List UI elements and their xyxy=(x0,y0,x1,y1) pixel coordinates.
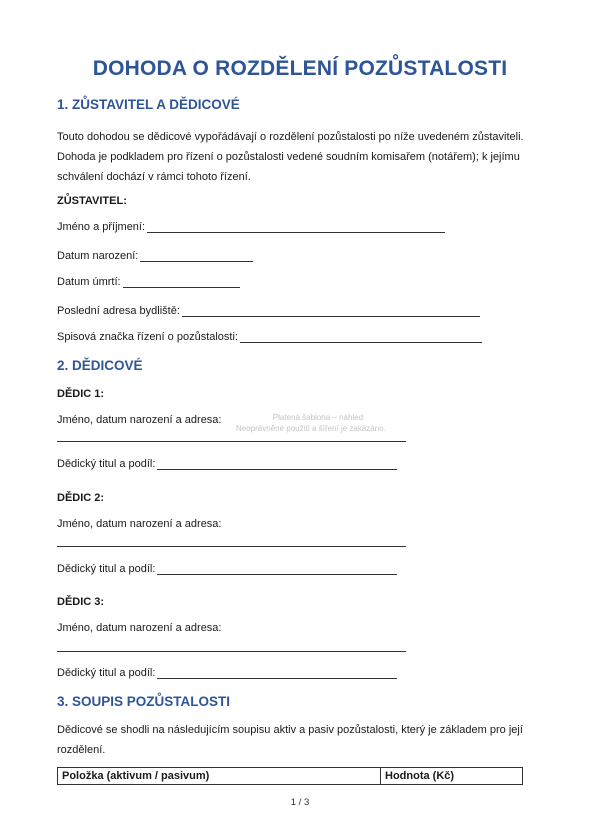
field-label: Dědický titul a podíl: xyxy=(57,563,156,575)
field-label: Spisová značka řízení o pozůstalosti: xyxy=(57,331,238,343)
section-2-heading: 2. DĚDICOVÉ xyxy=(57,358,143,373)
testator-label: ZŮSTAVITEL: xyxy=(57,195,127,207)
field-label: Datum úmrtí: xyxy=(57,276,121,288)
heir-3-id-line[interactable] xyxy=(57,651,406,652)
fill-line[interactable] xyxy=(123,276,240,288)
field-label: Dědický titul a podíl: xyxy=(57,458,156,470)
section-3-heading: 3. SOUPIS POZŮSTALOSTI xyxy=(57,694,231,709)
heir-3-id-field[interactable] xyxy=(57,622,221,638)
fill-line[interactable] xyxy=(157,667,397,679)
column-header-value: Hodnota (Kč) xyxy=(381,768,523,785)
intro-line: Dědicové se shodli na následujícím soupisu aktiv a pasiv pozůstalosti, který je základem pro její xyxy=(57,724,523,736)
estate-inventory-table xyxy=(57,767,523,785)
field-label: Dědický titul a podíl: xyxy=(57,667,156,679)
fill-line[interactable] xyxy=(140,250,253,262)
field-label: Datum narození: xyxy=(57,250,139,262)
field-label: Jméno, datum narození a adresa: xyxy=(57,622,222,634)
fill-line[interactable] xyxy=(147,221,445,233)
section-3-intro xyxy=(57,720,547,760)
field-label: Jméno, datum narození a adresa: xyxy=(57,518,222,530)
fill-line[interactable] xyxy=(157,563,397,575)
intro-line: schválení dochází v rámci tohoto řízení. xyxy=(57,171,251,183)
heir-2-id-line[interactable] xyxy=(57,546,406,547)
heir-1-share-field[interactable] xyxy=(57,458,397,474)
field-label: Poslední adresa bydliště: xyxy=(57,305,180,317)
heir-3-label: DĚDIC 3: xyxy=(57,596,105,608)
section-1-heading: 1. ZŮSTAVITEL A DĚDICOVÉ xyxy=(57,97,240,112)
testator-address-field[interactable] xyxy=(57,305,480,321)
heir-2-label: DĚDIC 2: xyxy=(57,492,105,504)
fill-line[interactable] xyxy=(240,331,482,343)
heir-1-label: DĚDIC 1: xyxy=(57,388,105,400)
intro-line: rozdělení. xyxy=(57,744,106,756)
watermark-line: Neoprávněné použití a šíření je zakázáno. xyxy=(236,424,386,433)
heir-3-share-field[interactable] xyxy=(57,667,397,683)
column-header-item: Položka (aktivum / pasivum) xyxy=(58,768,381,785)
testator-name-field[interactable] xyxy=(57,221,445,237)
testator-death-field[interactable] xyxy=(57,276,240,292)
heir-1-id-field[interactable] xyxy=(57,414,221,430)
intro-line: Touto dohodou se dědicové vypořádávají o rozdělení pozůstalosti po níže uvedeném zůstaviteli. xyxy=(57,131,524,143)
fill-line[interactable] xyxy=(157,458,397,470)
heir-2-id-field[interactable] xyxy=(57,518,221,534)
page-number: 1 / 3 xyxy=(290,797,310,808)
testator-birth-field[interactable] xyxy=(57,250,253,266)
document-title: DOHODA O ROZDĚLENÍ POZŮSTALOSTI xyxy=(92,57,508,80)
fill-line[interactable] xyxy=(182,305,480,317)
table-header-row xyxy=(58,768,523,785)
field-label: Jméno a příjmení: xyxy=(57,221,146,233)
intro-line: Dohoda je podkladem pro řízení o pozůstalosti vedené soudním komisařem (notářem); k jejímu xyxy=(57,151,520,163)
preview-watermark xyxy=(236,412,386,434)
watermark-line: Platená šablona – náhled xyxy=(272,413,364,422)
heir-2-share-field[interactable] xyxy=(57,563,397,579)
section-1-intro xyxy=(57,127,537,187)
field-label: Jméno, datum narození a adresa: xyxy=(57,414,222,426)
case-number-field[interactable] xyxy=(57,331,482,347)
heir-1-id-line[interactable] xyxy=(57,441,406,442)
